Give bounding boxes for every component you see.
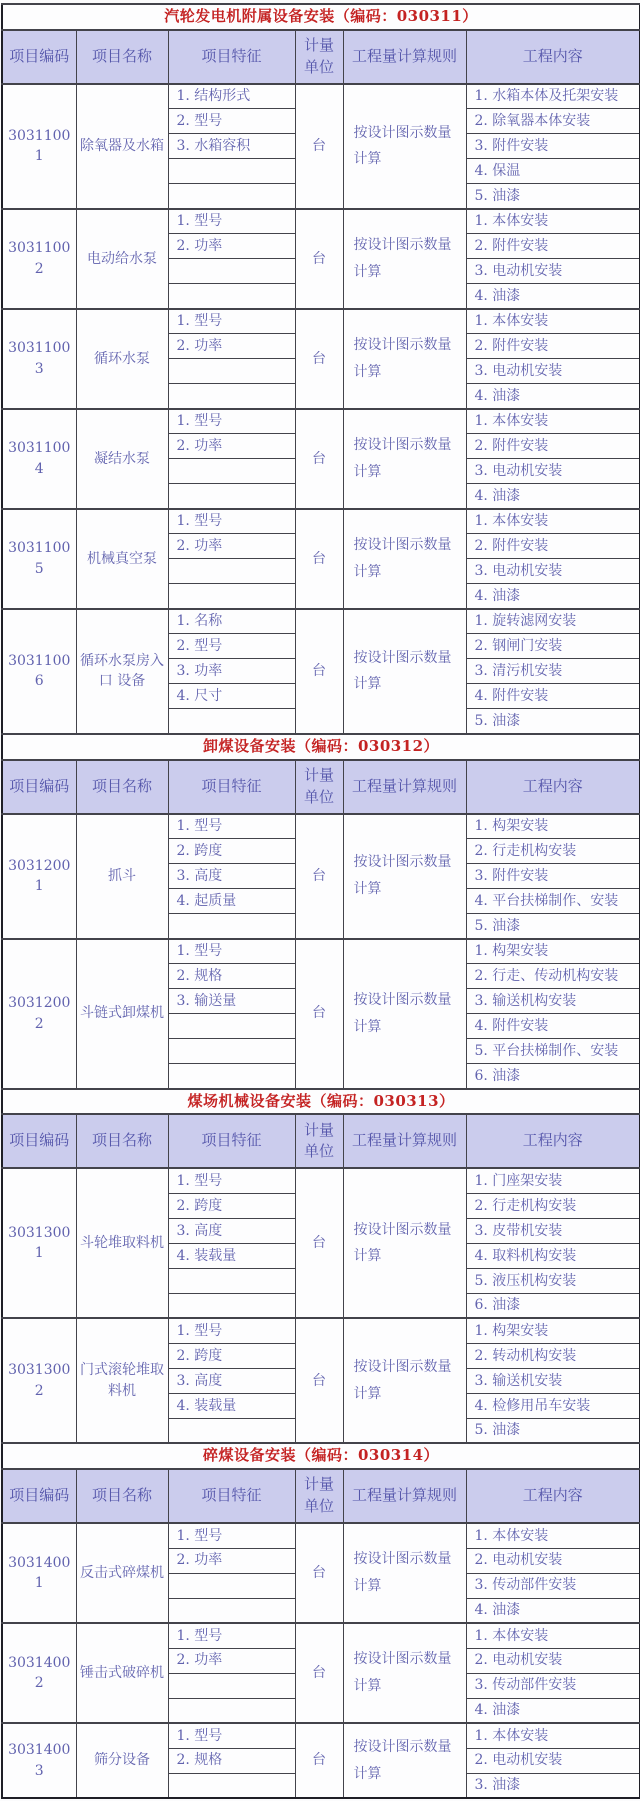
item-unit: 台 <box>295 84 343 209</box>
item-feature <box>168 1014 295 1039</box>
item-work-content: 2. 转动机构安装 <box>466 1343 640 1368</box>
item-rule: 按设计图示数量计算 <box>343 309 466 409</box>
item-rule: 按设计图示数量计算 <box>343 1523 466 1623</box>
item-code: 30312002 <box>2 939 76 1089</box>
item-feature: 1. 型号 <box>168 1623 295 1648</box>
item-feature: 2. 功率 <box>168 1648 295 1673</box>
item-feature: 2. 型号 <box>168 634 295 659</box>
item-work-content: 4. 附件安装 <box>466 684 640 709</box>
item-feature: 3. 高度 <box>168 1368 295 1393</box>
item-name: 电动给水泵 <box>76 209 168 309</box>
item-work-content: 5. 油漆 <box>466 1418 640 1443</box>
item-name: 反击式碎煤机 <box>76 1523 168 1623</box>
column-header-name: 项目名称 <box>76 1469 168 1523</box>
item-feature <box>168 159 295 184</box>
item-feature: 1. 型号 <box>168 509 295 534</box>
item-work-content: 1. 构架安装 <box>466 1318 640 1343</box>
column-header-content: 工程内容 <box>466 1469 640 1523</box>
item-feature <box>168 384 295 409</box>
item-rule: 按设计图示数量计算 <box>343 1168 466 1318</box>
item-feature: 2. 跨度 <box>168 839 295 864</box>
item-work-content: 1. 旋转滤网安装 <box>466 609 640 634</box>
column-header-code: 项目编码 <box>2 1469 76 1523</box>
item-feature: 2. 跨度 <box>168 1343 295 1368</box>
item-feature: 2. 跨度 <box>168 1193 295 1218</box>
item-work-content: 2. 除氧器本体安装 <box>466 109 640 134</box>
item-work-content: 6. 油漆 <box>466 1064 640 1089</box>
item-code: 30311005 <box>2 509 76 609</box>
item-sub-row <box>2 409 640 434</box>
item-feature <box>168 1268 295 1293</box>
column-header-content: 工程内容 <box>466 30 640 84</box>
item-feature <box>168 259 295 284</box>
item-work-content: 5. 油漆 <box>466 709 640 734</box>
item-work-content: 5. 油漆 <box>466 184 640 209</box>
item-code: 30313002 <box>2 1318 76 1443</box>
item-unit: 台 <box>295 1623 343 1723</box>
item-feature <box>168 584 295 609</box>
item-feature: 1. 名称 <box>168 609 295 634</box>
item-work-content: 3. 电动机安装 <box>466 359 640 384</box>
item-feature: 3. 高度 <box>168 1218 295 1243</box>
item-work-content: 2. 行走、传动机构安装 <box>466 964 640 989</box>
item-feature <box>168 1698 295 1723</box>
item-feature: 1. 结构形式 <box>168 84 295 109</box>
item-work-content: 3. 传动部件安装 <box>466 1573 640 1598</box>
item-rule: 按设计图示数量计算 <box>343 814 466 939</box>
item-work-content: 4. 附件安装 <box>466 1014 640 1039</box>
item-name: 门式滚轮堆取料机 <box>76 1318 168 1443</box>
item-rule: 按设计图示数量计算 <box>343 939 466 1089</box>
item-work-content: 3. 电动机安装 <box>466 259 640 284</box>
item-sub-row <box>2 609 640 634</box>
item-work-content: 4. 检修用吊车安装 <box>466 1393 640 1418</box>
item-sub-row <box>2 84 640 109</box>
item-work-content: 3. 输送机安装 <box>466 1368 640 1393</box>
item-code: 30314003 <box>2 1723 76 1798</box>
section-title-row <box>2 734 640 760</box>
item-feature: 2. 功率 <box>168 334 295 359</box>
item-unit: 台 <box>295 814 343 939</box>
item-unit: 台 <box>295 609 343 734</box>
section-title-row <box>2 1089 640 1115</box>
item-feature <box>168 559 295 584</box>
item-name: 循环水泵 <box>76 309 168 409</box>
item-work-content: 1. 门座架安装 <box>466 1168 640 1193</box>
item-work-content: 6. 油漆 <box>466 1293 640 1318</box>
item-sub-row <box>2 1623 640 1648</box>
item-feature: 2. 功率 <box>168 534 295 559</box>
item-sub-row <box>2 814 640 839</box>
item-code: 30311003 <box>2 309 76 409</box>
item-feature: 1. 型号 <box>168 1723 295 1748</box>
item-work-content: 3. 皮带机安装 <box>466 1218 640 1243</box>
column-header-rule: 工程量计算规则 <box>343 30 466 84</box>
item-work-content: 5. 油漆 <box>466 914 640 939</box>
item-work-content: 4. 油漆 <box>466 484 640 509</box>
item-work-content: 1. 本体安装 <box>466 209 640 234</box>
item-rule: 按设计图示数量计算 <box>343 609 466 734</box>
item-name: 机械真空泵 <box>76 509 168 609</box>
item-unit: 台 <box>295 1318 343 1443</box>
item-work-content: 1. 水箱本体及托架安装 <box>466 84 640 109</box>
item-code: 30313001 <box>2 1168 76 1318</box>
item-code: 30311004 <box>2 409 76 509</box>
item-name: 筛分设备 <box>76 1723 168 1798</box>
item-work-content: 3. 附件安装 <box>466 134 640 159</box>
column-header-features: 项目特征 <box>168 1114 295 1168</box>
item-feature: 2. 功率 <box>168 1548 295 1573</box>
item-name: 抓斗 <box>76 814 168 939</box>
item-feature: 2. 规格 <box>168 964 295 989</box>
item-rule: 按设计图示数量计算 <box>343 1318 466 1443</box>
item-feature <box>168 1039 295 1064</box>
item-work-content: 4. 油漆 <box>466 384 640 409</box>
item-sub-row <box>2 209 640 234</box>
item-work-content: 2. 行走机构安装 <box>466 1193 640 1218</box>
item-feature: 3. 水箱容积 <box>168 134 295 159</box>
item-work-content: 2. 附件安装 <box>466 534 640 559</box>
column-header-features: 项目特征 <box>168 1469 295 1523</box>
item-name: 循环水泵房入口 设备 <box>76 609 168 734</box>
item-work-content: 2. 电动机安装 <box>466 1548 640 1573</box>
item-feature: 4. 装载量 <box>168 1393 295 1418</box>
item-feature: 1. 型号 <box>168 209 295 234</box>
item-code: 30312001 <box>2 814 76 939</box>
item-feature: 2. 型号 <box>168 109 295 134</box>
item-work-content: 3. 输送机构安装 <box>466 989 640 1014</box>
item-feature: 2. 功率 <box>168 434 295 459</box>
item-feature: 1. 型号 <box>168 409 295 434</box>
item-feature <box>168 1773 295 1798</box>
item-feature: 4. 装载量 <box>168 1243 295 1268</box>
item-sub-row <box>2 939 640 964</box>
item-work-content: 3. 电动机安装 <box>466 459 640 484</box>
item-rule: 按设计图示数量计算 <box>343 209 466 309</box>
section-title: 卸煤设备安装（编码：030312） <box>2 734 640 760</box>
item-work-content: 1. 本体安装 <box>466 509 640 534</box>
section-title: 煤场机械设备安装（编码：030313） <box>2 1089 640 1115</box>
item-sub-row <box>2 309 640 334</box>
item-work-content: 2. 电动机安装 <box>466 1648 640 1673</box>
item-feature <box>168 1064 295 1089</box>
item-name: 凝结水泵 <box>76 409 168 509</box>
item-feature: 4. 起质量 <box>168 889 295 914</box>
item-name: 斗轮堆取料机 <box>76 1168 168 1318</box>
column-header-content: 工程内容 <box>466 1114 640 1168</box>
item-feature: 1. 型号 <box>168 1168 295 1193</box>
item-sub-row <box>2 1168 640 1193</box>
item-feature <box>168 1598 295 1623</box>
item-feature <box>168 914 295 939</box>
item-name: 除氧器及水箱 <box>76 84 168 209</box>
item-work-content: 2. 行走机构安装 <box>466 839 640 864</box>
column-header-rule: 工程量计算规则 <box>343 1469 466 1523</box>
item-feature: 3. 功率 <box>168 659 295 684</box>
item-name: 锤击式破碎机 <box>76 1623 168 1723</box>
item-feature: 2. 功率 <box>168 234 295 259</box>
column-header-code: 项目编码 <box>2 30 76 84</box>
item-work-content: 4. 油漆 <box>466 584 640 609</box>
item-code: 30311006 <box>2 609 76 734</box>
column-header-name: 项目名称 <box>76 30 168 84</box>
item-sub-row <box>2 509 640 534</box>
item-feature <box>168 284 295 309</box>
column-header-row <box>2 1469 640 1523</box>
item-unit: 台 <box>295 1723 343 1798</box>
column-header-row <box>2 1114 640 1168</box>
item-feature <box>168 1293 295 1318</box>
item-work-content: 1. 构架安装 <box>466 814 640 839</box>
item-feature <box>168 1418 295 1443</box>
item-work-content: 2. 电动机安装 <box>466 1748 640 1773</box>
column-header-name: 项目名称 <box>76 760 168 814</box>
column-header-unit: 计量单位 <box>295 30 343 84</box>
column-header-rule: 工程量计算规则 <box>343 760 466 814</box>
item-work-content: 3. 传动部件安装 <box>466 1673 640 1698</box>
item-feature <box>168 1673 295 1698</box>
column-header-name: 项目名称 <box>76 1114 168 1168</box>
item-name: 斗链式卸煤机 <box>76 939 168 1089</box>
quota-table-body <box>2 4 640 1798</box>
item-work-content: 2. 附件安装 <box>466 334 640 359</box>
item-sub-row <box>2 1523 640 1548</box>
item-code: 30311002 <box>2 209 76 309</box>
column-header-content: 工程内容 <box>466 760 640 814</box>
item-work-content: 5. 平台扶梯制作、安装 <box>466 1039 640 1064</box>
item-work-content: 1. 本体安装 <box>466 409 640 434</box>
item-unit: 台 <box>295 209 343 309</box>
item-work-content: 2. 附件安装 <box>466 434 640 459</box>
item-code: 30314001 <box>2 1523 76 1623</box>
item-work-content: 4. 保温 <box>466 159 640 184</box>
item-work-content: 4. 平台扶梯制作、安装 <box>466 889 640 914</box>
item-rule: 按设计图示数量计算 <box>343 1723 466 1798</box>
item-feature <box>168 459 295 484</box>
item-feature: 1. 型号 <box>168 939 295 964</box>
item-work-content: 4. 油漆 <box>466 284 640 309</box>
item-unit: 台 <box>295 509 343 609</box>
item-feature: 2. 规格 <box>168 1748 295 1773</box>
item-rule: 按设计图示数量计算 <box>343 409 466 509</box>
column-header-unit: 计量单位 <box>295 1114 343 1168</box>
column-header-unit: 计量单位 <box>295 760 343 814</box>
section-title: 汽轮发电机附属设备安装（编码：030311） <box>2 4 640 30</box>
column-header-features: 项目特征 <box>168 760 295 814</box>
item-feature: 1. 型号 <box>168 814 295 839</box>
item-work-content: 1. 本体安装 <box>466 309 640 334</box>
item-work-content: 1. 构架安装 <box>466 939 640 964</box>
section-title-row <box>2 4 640 30</box>
item-feature: 4. 尺寸 <box>168 684 295 709</box>
item-feature <box>168 709 295 734</box>
quota-table <box>1 3 640 1799</box>
column-header-features: 项目特征 <box>168 30 295 84</box>
item-unit: 台 <box>295 309 343 409</box>
item-feature: 3. 高度 <box>168 864 295 889</box>
item-work-content: 1. 本体安装 <box>466 1623 640 1648</box>
item-work-content: 3. 油漆 <box>466 1773 640 1798</box>
item-work-content: 3. 电动机安装 <box>466 559 640 584</box>
item-sub-row <box>2 1318 640 1343</box>
section-title-row <box>2 1443 640 1469</box>
item-feature: 1. 型号 <box>168 1523 295 1548</box>
item-work-content: 2. 附件安装 <box>466 234 640 259</box>
item-rule: 按设计图示数量计算 <box>343 1623 466 1723</box>
item-unit: 台 <box>295 409 343 509</box>
column-header-unit: 计量单位 <box>295 1469 343 1523</box>
column-header-row <box>2 760 640 814</box>
item-feature: 1. 型号 <box>168 309 295 334</box>
column-header-row <box>2 30 640 84</box>
item-work-content: 2. 钢闸门安装 <box>466 634 640 659</box>
column-header-code: 项目编码 <box>2 760 76 814</box>
item-work-content: 3. 清污机安装 <box>466 659 640 684</box>
item-feature: 3. 输送量 <box>168 989 295 1014</box>
item-work-content: 5. 液压机构安装 <box>466 1268 640 1293</box>
item-work-content: 4. 油漆 <box>466 1598 640 1623</box>
item-sub-row <box>2 1723 640 1748</box>
column-header-rule: 工程量计算规则 <box>343 1114 466 1168</box>
item-rule: 按设计图示数量计算 <box>343 84 466 209</box>
item-work-content: 4. 油漆 <box>466 1698 640 1723</box>
column-header-code: 项目编码 <box>2 1114 76 1168</box>
item-code: 30311001 <box>2 84 76 209</box>
item-unit: 台 <box>295 1523 343 1623</box>
item-work-content: 4. 取料机构安装 <box>466 1243 640 1268</box>
item-unit: 台 <box>295 1168 343 1318</box>
item-feature <box>168 484 295 509</box>
item-feature <box>168 184 295 209</box>
item-code: 30314002 <box>2 1623 76 1723</box>
item-work-content: 1. 本体安装 <box>466 1723 640 1748</box>
item-work-content: 1. 本体安装 <box>466 1523 640 1548</box>
item-unit: 台 <box>295 939 343 1089</box>
item-feature <box>168 359 295 384</box>
item-work-content: 3. 附件安装 <box>466 864 640 889</box>
item-feature <box>168 1573 295 1598</box>
item-rule: 按设计图示数量计算 <box>343 509 466 609</box>
section-title: 碎煤设备安装（编码：030314） <box>2 1443 640 1469</box>
item-feature: 1. 型号 <box>168 1318 295 1343</box>
